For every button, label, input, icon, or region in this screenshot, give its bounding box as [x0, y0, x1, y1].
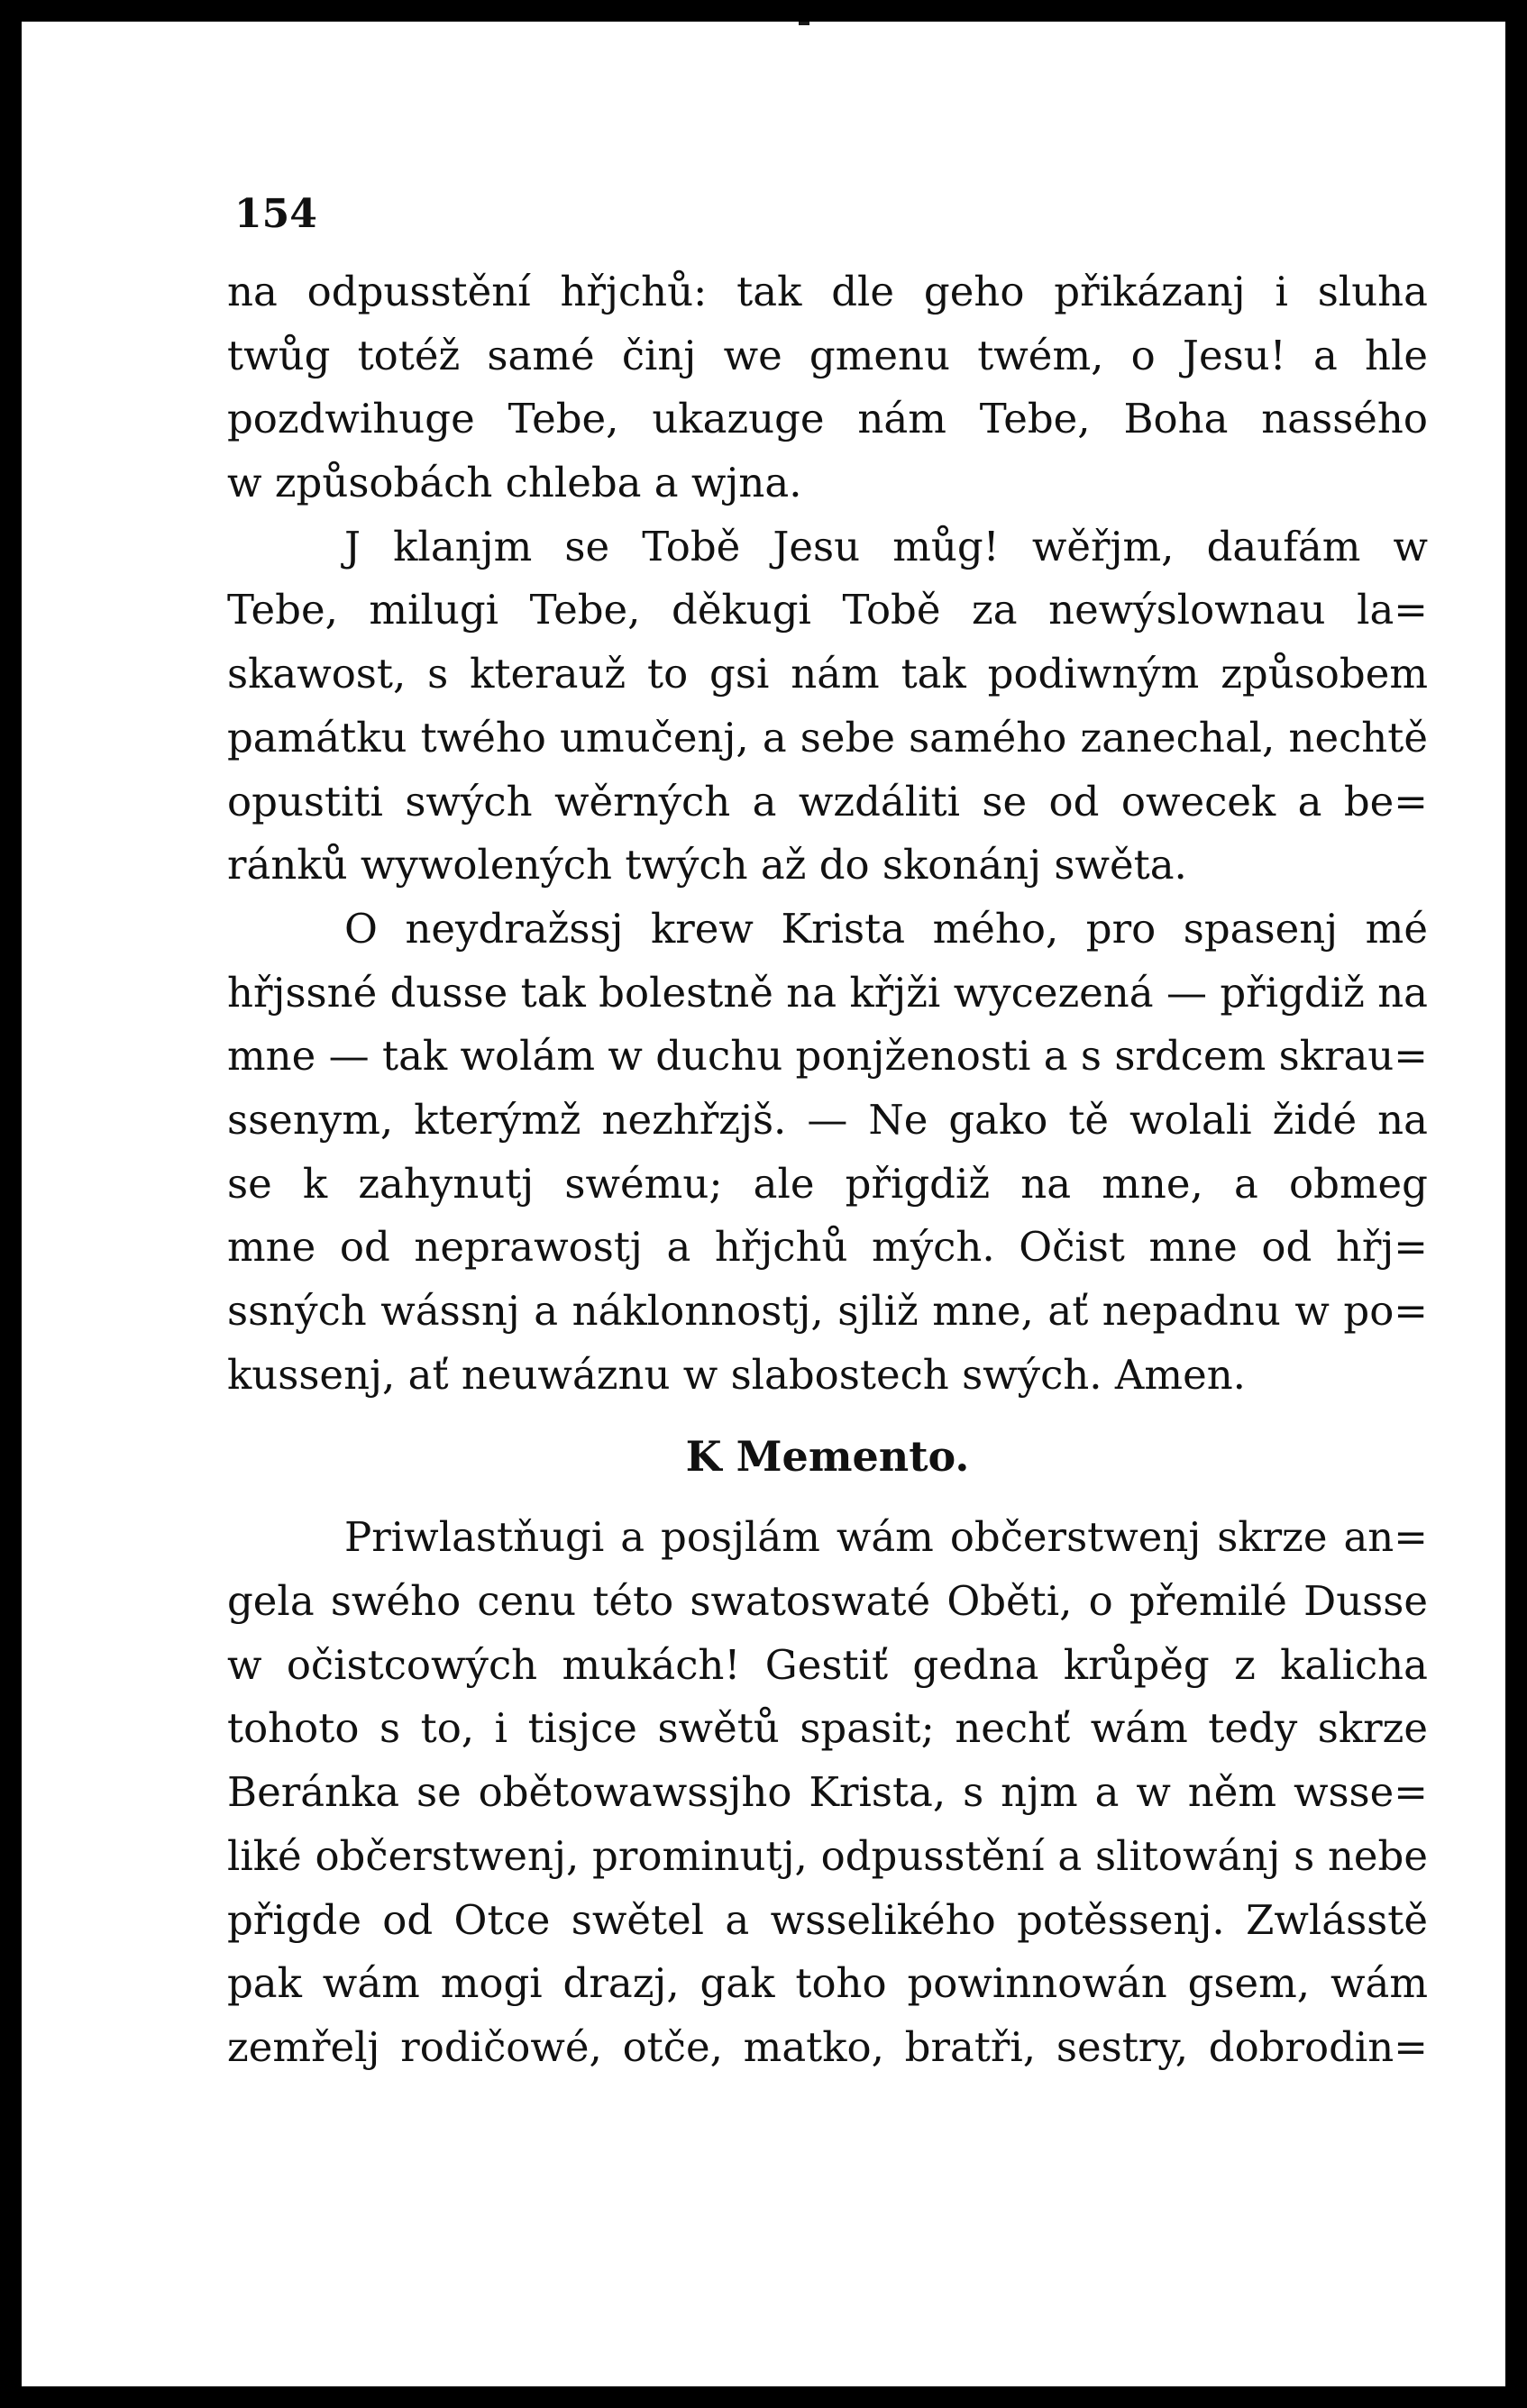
text-line: ssných wássnj a náklonnostj, sjliž mne, ať nepadnu w po=	[227, 1287, 1428, 1335]
text-line: pozdwihuge Tebe, ukazuge nám Tebe, Boha nassého	[227, 395, 1428, 443]
text-line: Beránka se obětowawssjho Krista, s njm a w něm wsse=	[227, 1768, 1428, 1817]
text-line: skawost, s kterauž to gsi nám tak podiwným způsobem	[227, 650, 1428, 698]
text-line: O neydražssj krew Krista mého, pro spasenj mé	[344, 904, 1428, 953]
text-line: zemřelj rodičowé, otče, matko, bratři, sestry, dobrodin=	[227, 2022, 1428, 2071]
text-line: se k zahynutj swému; ale přigdiž na mne, a obmeg	[227, 1159, 1428, 1208]
text-line: twůg totéž samé činj we gmenu twém, o Jesu! a hle	[227, 331, 1428, 379]
text-line: w očistcowých mukách! Gestiť gedna krůpěg z kalicha	[227, 1640, 1428, 1689]
text-line: opustiti swých wěrných a wzdáliti se od owecek a be=	[227, 777, 1428, 825]
text-line: ssenym, kterýmž nezhřzjš. — Ne gako tě wolali židé na	[227, 1095, 1428, 1144]
text-line: hřjssné dusse tak bolestně na křjži wycezená — přigdiž na	[227, 968, 1428, 1017]
text-line: mne od neprawostj a hřjchů mých. Očist mne od hřj=	[227, 1223, 1428, 1272]
text-line: ránků wywolených twých až do skonánj swěta.	[227, 841, 1187, 889]
text-line: na odpusstění hřjchů: tak dle geho přikázanj i sluha	[227, 268, 1428, 315]
text-line: kussenj, ať neuwáznu w slabostech swých. Amen.	[227, 1350, 1246, 1399]
text-line: liké občerstwenj, prominutj, odpusstění a slitowánj s nebe	[227, 1831, 1428, 1880]
text-line: gela swého cenu této swatoswaté Oběti, o přemilé Dusse	[227, 1577, 1428, 1626]
text-line: Tebe, milugi Tebe, děkugi Tobě za newýslownau la=	[227, 586, 1428, 634]
text-line: J klanjm se Tobě Jesu můg! wěřjm, daufám w	[344, 522, 1428, 570]
document-page	[22, 22, 1505, 2386]
text-line: Priwlastňugi a posjlám wám občerstwenj skrze an=	[344, 1513, 1428, 1562]
text-line: pak wám mogi drazj, gak toho powinnowán gsem, wám	[227, 1959, 1428, 2008]
page-text	[227, 260, 1428, 2080]
text-line: přigde od Otce swětel a wsselikého potěssenj. Zwlásstě	[227, 1895, 1428, 1944]
page-number: 154	[234, 191, 317, 237]
text-line: mne — tak wolám w duchu ponjženosti a s srdcem skrau=	[227, 1032, 1428, 1081]
section-heading: K Memento.	[685, 1432, 970, 1482]
text-line: w způsobách chleba a wjna.	[227, 459, 802, 507]
ink-mark	[799, 22, 809, 25]
text-line: památku twého umučenj, a sebe samého zanechal, nechtě	[227, 713, 1428, 762]
text-line: tohoto s to, i tisjce swětů spasit; nechť wám tedy skrze	[227, 1704, 1428, 1753]
